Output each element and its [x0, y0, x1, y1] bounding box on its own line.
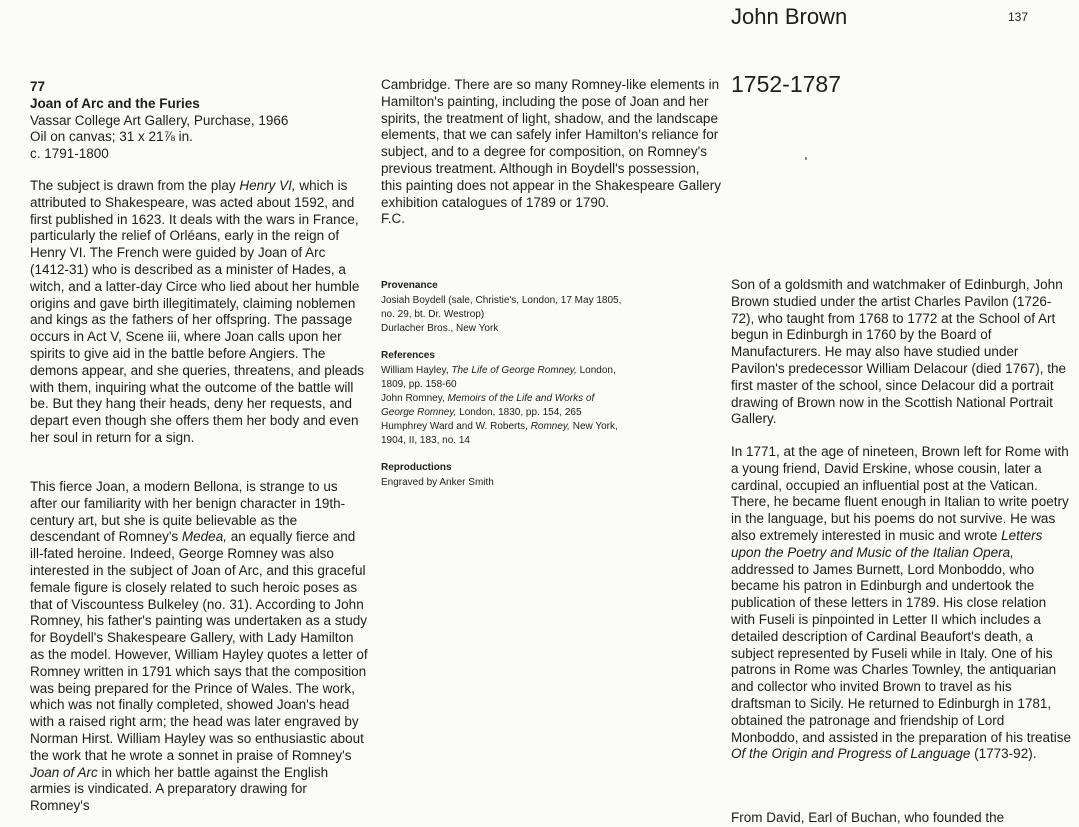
text-run: This fierce Joan, a modern Bellona, is strange to us after our familiarity with her benign character in 19th-century art, but she is quite believable as the descendant of Romney's [30, 479, 346, 545]
reference-line: 1809, pp. 158-60 [381, 379, 457, 390]
italic-title: George Romney, [381, 407, 457, 418]
reproductions-section [381, 461, 681, 490]
text-run: in which her battle against the English armies is vindicated. A preparatory drawing for Romney's [30, 764, 329, 814]
references-section [381, 349, 681, 448]
paragraph-biography-rome [731, 444, 1071, 763]
italic-title: Medea, [181, 529, 227, 545]
text-run: London, [576, 365, 616, 376]
italic-title: Henry VI, [239, 178, 296, 193]
entry-number: 77 [30, 79, 46, 94]
italic-title: Memoirs of the Life and Works of [447, 393, 595, 404]
page-number: 137 [1008, 10, 1029, 24]
text-run: John Romney, [381, 393, 448, 404]
provenance-line: Durlacher Bros., New York [381, 323, 499, 334]
italic-title: Joan of Arc [30, 764, 98, 780]
running-head: John Brown [731, 4, 848, 29]
reference-line [381, 406, 681, 420]
italic-title: Letters upon the Poetry and Music of the Italian Opera, [731, 527, 1043, 560]
text-run: an equally fierce and ill-fated heroine. Indeed, George Romney was also interested in the subject of Joan of Arc, and this graceful female figure is closely related to such heroic poses as that of Viscountess Bulkeley (no. 31). According to John Romney, his father's painting was undertaken as a study for Boydell's Shakespeare Gallery, with Lady Hamilton as the model. However, William Hayley quotes a letter of Romney written in 1791 which says that the composition was being prepared for the Prince of Wales. The work, which was not finally completed, showed Joan's head with a raised right arm; the head was later engraved by Norman Hirst. William Hayley was so enthusiastic about the work that he wrote a sonnet in praise of Romney's [30, 529, 368, 763]
text-run: Cambridge. There are so many Romney-like elements in Hamilton's painting, including the pose of Joan and her spirits, the treatment of light, shadow, and the landscape elements, that we can safely infer Hamilton's reliance for subject, and to a degree for composition, on Romney's previous treatment. Although in Boydell's possession, this painting does not appear in the Shakespeare Gallery exhibition catalogues of 1789 or 1790. [381, 77, 721, 210]
provenance-section [381, 279, 681, 336]
paragraph-subject [30, 178, 368, 447]
text-run: In 1771, at the age of nineteen, Brown left for Rome with a young friend, David Erskine, whose cousin, later a cardinal, occupied an influential post at the Vatican. There, he became fluent enough in Italian to write poetry in the language, but his poems do not survive. He was also extremely interested in music and wrote [731, 444, 1069, 543]
entry-title: Joan of Arc and the Furies [30, 95, 200, 111]
provenance-heading: Provenance [381, 280, 438, 291]
italic-title: The Life of George Romney, [451, 365, 577, 376]
reproduction-line: Engraved by Anker Smith [381, 477, 494, 488]
reference-line [381, 392, 681, 406]
provenance-line: no. 29, bt. Dr. Westrop) [381, 309, 485, 320]
paragraph-buchan: From David, Earl of Buchan, who founded the [731, 810, 1005, 825]
italic-title: Romney, [530, 421, 570, 432]
paragraph-cambridge [381, 77, 721, 228]
entry-collection: Vassar College Art Gallery, Purchase, 1966 [30, 112, 289, 128]
references-heading: References [381, 350, 435, 361]
paragraph-fierce-joan [30, 479, 368, 815]
paper-speck [805, 157, 807, 160]
italic-title: Of the Origin and Progress of Language [731, 746, 971, 762]
text-run: (1773-92). [970, 746, 1037, 762]
paragraph-biography-early: Son of a goldsmith and watchmaker of Edinburgh, John Brown studied under the artist Charles Pavilon (1726-72), who taught from 1768 to 1772 at the School of Art begun in Edinburgh in 1760 by the Board of Manufacturers. He may also have studied under Pavilon's predecessor William Delacour (died 1767), the first master of the school, since Delacour did a portrait drawing of Brown now in the Scottish National Portrait Gallery. [731, 277, 1066, 427]
provenance-line: Josiah Boydell (sale, Christie's, London, 17 May 1805, [381, 295, 622, 306]
reproductions-heading: Reproductions [381, 462, 452, 473]
text-run: The subject is drawn from the play [30, 178, 240, 193]
entry-medium: Oil on canvas; 31 x 21⅞ in. [30, 129, 193, 145]
artist-dates: 1752-1787 [731, 71, 841, 97]
text-run: which is attributed to Shakespeare, was acted about 1592, and first published in 1623. It deals with the wars in France, particularly the relief of Orléans, early in the reign of Henry VI. The French were guided by Joan of Arc (1412-31) who is described as a minister of Hades, a witch, and a latter-day Circe who lied about her humble origins and gave birth illegitimately, claiming noblemen and kings as the fathers of her offspring. The passage occurs in Act V, Scene iii, where Joan calls upon her spirits to give aid in the battle before Angiers. The demons appear, and she queries, threatens, and pleads with them, inquiring what the outcome of the battle will be. But they hang their heads, deny her requests, and depart even though she offers them her body and even her soul in return for a sign. [30, 178, 364, 445]
text-run: addressed to James Burnett, Lord Monboddo, who became his patron in Edinburgh and undertook the publication of these letters in 1789. His close relation with Fuseli is pinpointed in Letter II which includes a detailed description of Cardinal Beaufort's death, a subject represented by Fuseli while in Italy. One of his patrons in Rome was Charles Townley, the antiquarian and collector who invited Brown to travel as his draftsman to Sicily. He returned to Edinburgh in 1781, obtained the patronage and friendship of Lord Monboddo, and assisted in the preparation of his treatise [731, 561, 1071, 745]
text-run: London, 1830, pp. 154, 265 [456, 407, 582, 418]
reference-line: 1904, II, 183, no. 14 [381, 435, 470, 446]
text-run: William Hayley, [381, 365, 452, 376]
text-run: Humphrey Ward and W. Roberts, [381, 421, 531, 432]
reference-line [381, 364, 681, 378]
text-run: New York, [569, 421, 618, 432]
entry-date: c. 1791-1800 [30, 146, 109, 162]
reference-line [381, 420, 681, 434]
catalogue-entry-header [30, 79, 368, 163]
author-initials: F.C. [381, 211, 406, 227]
